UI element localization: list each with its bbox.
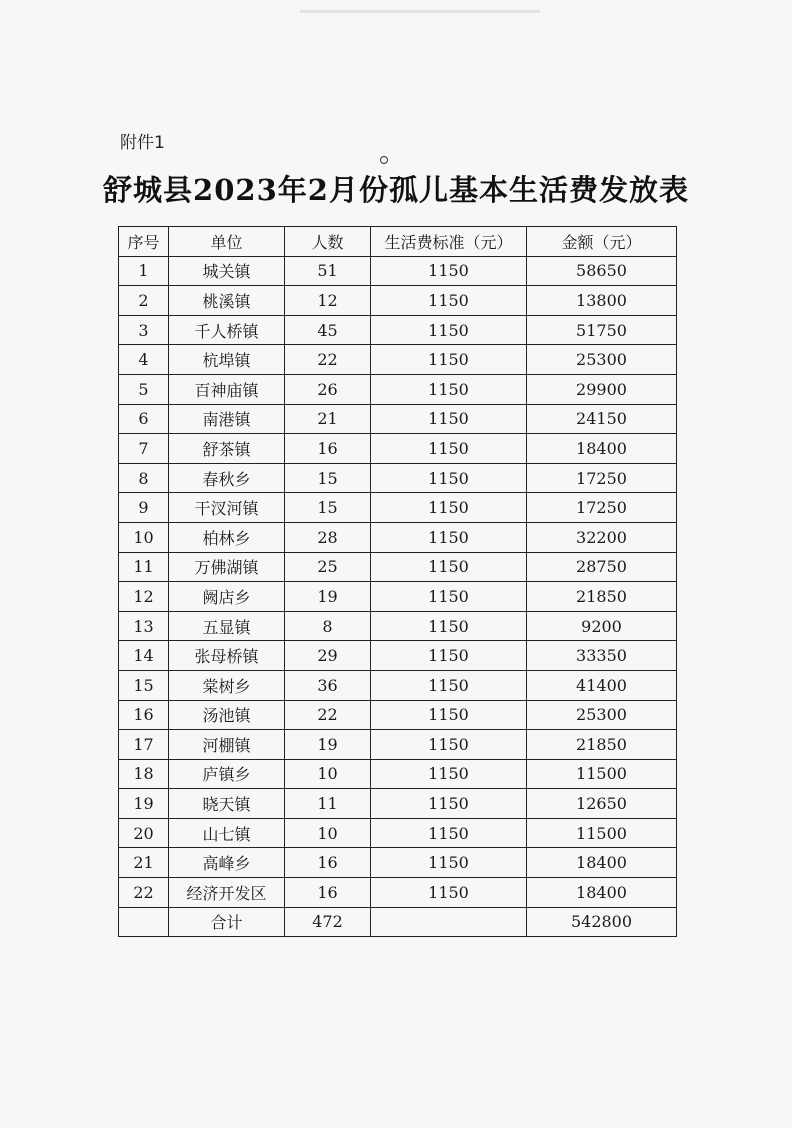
amount-cell: 18400 (527, 878, 677, 908)
unit-cell: 河棚镇 (169, 730, 285, 760)
standard-cell: 1150 (371, 818, 527, 848)
amount-cell: 21850 (527, 582, 677, 612)
header-standard: 生活费标准（元） (371, 227, 527, 257)
index-cell: 12 (119, 582, 169, 612)
count-cell: 21 (285, 404, 371, 434)
standard-cell: 1150 (371, 404, 527, 434)
count-cell: 22 (285, 345, 371, 375)
index-cell: 16 (119, 700, 169, 730)
count-cell: 51 (285, 256, 371, 286)
attachment-label: 附件1 (120, 133, 165, 153)
table-row (119, 670, 677, 700)
standard-cell: 1150 (371, 286, 527, 316)
unit-cell: 柏林乡 (169, 522, 285, 552)
count-cell: 16 (285, 848, 371, 878)
amount-cell: 17250 (527, 463, 677, 493)
count-cell: 11 (285, 789, 371, 819)
count-cell: 15 (285, 493, 371, 523)
table-row (119, 759, 677, 789)
total-standard-cell (371, 907, 527, 937)
index-cell: 13 (119, 611, 169, 641)
table-row (119, 374, 677, 404)
count-cell: 19 (285, 730, 371, 760)
standard-cell: 1150 (371, 789, 527, 819)
table-row (119, 700, 677, 730)
count-cell: 28 (285, 522, 371, 552)
allowance-table (118, 226, 677, 937)
index-cell: 17 (119, 730, 169, 760)
standard-cell: 1150 (371, 641, 527, 671)
count-cell: 8 (285, 611, 371, 641)
unit-cell: 张母桥镇 (169, 641, 285, 671)
count-cell: 22 (285, 700, 371, 730)
unit-cell: 春秋乡 (169, 463, 285, 493)
index-cell: 19 (119, 789, 169, 819)
index-cell: 18 (119, 759, 169, 789)
amount-cell: 18400 (527, 848, 677, 878)
table-row (119, 789, 677, 819)
index-cell: 14 (119, 641, 169, 671)
total-index-cell (119, 907, 169, 937)
index-cell: 6 (119, 404, 169, 434)
unit-cell: 千人桥镇 (169, 315, 285, 345)
count-cell: 45 (285, 315, 371, 345)
amount-cell: 18400 (527, 434, 677, 464)
header-unit: 单位 (169, 227, 285, 257)
index-cell: 5 (119, 374, 169, 404)
index-cell: 11 (119, 552, 169, 582)
total-label-cell: 合计 (169, 907, 285, 937)
unit-cell: 南港镇 (169, 404, 285, 434)
standard-cell: 1150 (371, 670, 527, 700)
standard-cell: 1150 (371, 522, 527, 552)
unit-cell: 舒茶镇 (169, 434, 285, 464)
amount-cell: 11500 (527, 818, 677, 848)
unit-cell: 桃溪镇 (169, 286, 285, 316)
amount-cell: 9200 (527, 611, 677, 641)
amount-cell: 32200 (527, 522, 677, 552)
count-cell: 10 (285, 818, 371, 848)
standard-cell: 1150 (371, 374, 527, 404)
unit-cell: 干汊河镇 (169, 493, 285, 523)
amount-cell: 13800 (527, 286, 677, 316)
unit-cell: 高峰乡 (169, 848, 285, 878)
standard-cell: 1150 (371, 463, 527, 493)
amount-cell: 25300 (527, 700, 677, 730)
count-cell: 36 (285, 670, 371, 700)
index-cell: 10 (119, 522, 169, 552)
index-cell: 15 (119, 670, 169, 700)
table-row (119, 878, 677, 908)
index-cell: 1 (119, 256, 169, 286)
amount-cell: 24150 (527, 404, 677, 434)
standard-cell: 1150 (371, 848, 527, 878)
table-header-row (119, 227, 677, 257)
unit-cell: 城关镇 (169, 256, 285, 286)
count-cell: 29 (285, 641, 371, 671)
index-cell: 22 (119, 878, 169, 908)
standard-cell: 1150 (371, 552, 527, 582)
standard-cell: 1150 (371, 256, 527, 286)
standard-cell: 1150 (371, 700, 527, 730)
table-row (119, 818, 677, 848)
table-row (119, 582, 677, 612)
table-row (119, 730, 677, 760)
standard-cell: 1150 (371, 315, 527, 345)
table-total-row (119, 907, 677, 937)
header-count: 人数 (285, 227, 371, 257)
unit-cell: 汤池镇 (169, 700, 285, 730)
table-row (119, 404, 677, 434)
standard-cell: 1150 (371, 582, 527, 612)
document-title: 舒城县2023年2月份孤儿基本生活费发放表 (103, 173, 689, 207)
amount-cell: 41400 (527, 670, 677, 700)
amount-cell: 33350 (527, 641, 677, 671)
amount-cell: 25300 (527, 345, 677, 375)
standard-cell: 1150 (371, 345, 527, 375)
amount-cell: 29900 (527, 374, 677, 404)
standard-cell: 1150 (371, 878, 527, 908)
scan-dot-mark (380, 156, 388, 164)
unit-cell: 庐镇乡 (169, 759, 285, 789)
count-cell: 12 (285, 286, 371, 316)
amount-cell: 21850 (527, 730, 677, 760)
index-cell: 9 (119, 493, 169, 523)
total-amount-cell: 542800 (527, 907, 677, 937)
amount-cell: 28750 (527, 552, 677, 582)
unit-cell: 晓天镇 (169, 789, 285, 819)
table-row (119, 434, 677, 464)
unit-cell: 杭埠镇 (169, 345, 285, 375)
count-cell: 16 (285, 434, 371, 464)
count-cell: 26 (285, 374, 371, 404)
index-cell: 7 (119, 434, 169, 464)
table-row (119, 848, 677, 878)
index-cell: 2 (119, 286, 169, 316)
unit-cell: 万佛湖镇 (169, 552, 285, 582)
count-cell: 25 (285, 552, 371, 582)
table-row (119, 552, 677, 582)
header-amount: 金额（元） (527, 227, 677, 257)
count-cell: 15 (285, 463, 371, 493)
standard-cell: 1150 (371, 730, 527, 760)
index-cell: 20 (119, 818, 169, 848)
unit-cell: 阙店乡 (169, 582, 285, 612)
unit-cell: 棠树乡 (169, 670, 285, 700)
table-row (119, 641, 677, 671)
count-cell: 19 (285, 582, 371, 612)
amount-cell: 12650 (527, 789, 677, 819)
amount-cell: 17250 (527, 493, 677, 523)
standard-cell: 1150 (371, 759, 527, 789)
amount-cell: 51750 (527, 315, 677, 345)
standard-cell: 1150 (371, 611, 527, 641)
total-count-cell: 472 (285, 907, 371, 937)
table-row (119, 611, 677, 641)
amount-cell: 58650 (527, 256, 677, 286)
unit-cell: 山七镇 (169, 818, 285, 848)
table-row (119, 522, 677, 552)
table-row (119, 345, 677, 375)
table-row (119, 463, 677, 493)
standard-cell: 1150 (371, 493, 527, 523)
scan-edge-mark (300, 10, 540, 13)
table-row (119, 286, 677, 316)
header-index: 序号 (119, 227, 169, 257)
table-row (119, 256, 677, 286)
unit-cell: 五显镇 (169, 611, 285, 641)
table-row (119, 315, 677, 345)
table-body (119, 256, 677, 907)
amount-cell: 11500 (527, 759, 677, 789)
table-row (119, 493, 677, 523)
unit-cell: 百神庙镇 (169, 374, 285, 404)
index-cell: 8 (119, 463, 169, 493)
index-cell: 21 (119, 848, 169, 878)
standard-cell: 1150 (371, 434, 527, 464)
count-cell: 10 (285, 759, 371, 789)
index-cell: 4 (119, 345, 169, 375)
unit-cell: 经济开发区 (169, 878, 285, 908)
count-cell: 16 (285, 878, 371, 908)
index-cell: 3 (119, 315, 169, 345)
